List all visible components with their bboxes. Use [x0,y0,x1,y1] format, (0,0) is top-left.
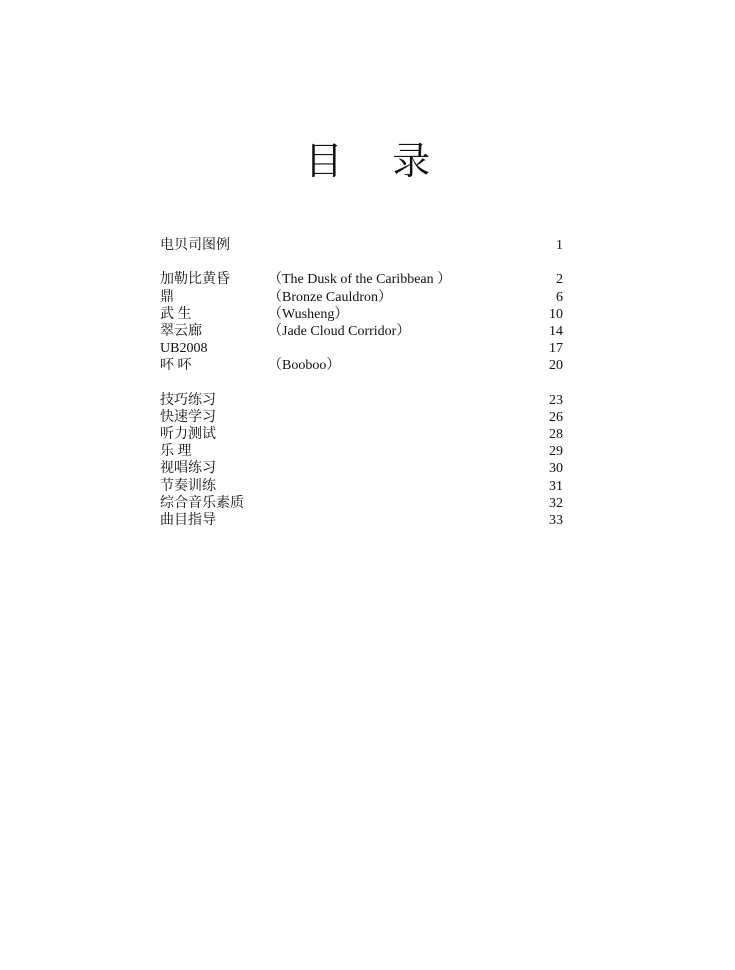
toc-entry[interactable] [160,409,563,426]
toc-entry-subtitle: （Jade Cloud Corridor） [268,323,411,339]
toc-entry-page: 26 [549,409,563,425]
toc-entry-title: 听力测试 [160,427,216,443]
toc-entry-page: 14 [549,323,563,339]
toc-entry-page: 1 [556,238,563,253]
toc-entry[interactable] [160,237,563,254]
toc-entry-title: 鼎 [160,289,174,305]
toc-entry-page: 2 [556,272,563,288]
toc-entry-page: 31 [549,478,563,494]
toc-entry-page: 10 [549,306,563,322]
toc-entry[interactable] [160,340,563,357]
toc-entry-title: 节奏训练 [160,478,216,494]
toc-entry-page: 28 [549,427,563,443]
toc-group-spacer [160,254,563,271]
toc-entry-title: 乐 理 [160,444,192,460]
toc-entry-title: 电贝司图例 [160,238,230,253]
toc-entry[interactable] [160,323,563,340]
toc-entry-page: 6 [556,289,563,305]
toc-entry-page: 20 [549,358,563,374]
page-title: 目 录 [304,141,451,183]
toc-entry-page: 17 [549,341,563,357]
toc-entry-page: 33 [549,513,563,528]
toc-entry-title: 翠云廊 [160,323,202,339]
toc-entry[interactable] [160,357,563,374]
table-of-contents [160,237,563,529]
toc-entry-page: 29 [549,444,563,460]
toc-entry-subtitle: （The Dusk of the Caribbean ） [268,272,452,288]
toc-entry-subtitle: （Booboo） [268,358,341,374]
toc-entry[interactable] [160,426,563,443]
toc-entry[interactable] [160,392,563,409]
toc-entry-title: 曲目指导 [160,513,216,528]
toc-entry-title: 视唱练习 [160,461,216,477]
toc-entry-title: UB2008 [160,341,208,357]
toc-entry-title: 技巧练习 [160,392,216,408]
toc-entry-subtitle: （Wusheng） [268,306,349,322]
toc-entry-page: 32 [549,495,563,511]
toc-entry[interactable] [160,271,563,288]
toc-entry-title: 加勒比黄昏 [160,272,230,288]
toc-entry[interactable] [160,306,563,323]
toc-entry[interactable] [160,460,563,477]
toc-group-spacer [160,375,563,392]
toc-entry-title: 快速学习 [160,409,216,425]
toc-entry[interactable] [160,289,563,306]
toc-entry-title: 综合音乐素质 [160,495,244,511]
toc-entry-title: 武 生 [160,306,192,322]
toc-entry-page: 30 [549,461,563,477]
toc-entry[interactable] [160,478,563,495]
toc-entry-title: 吥 吥 [160,358,192,374]
toc-entry[interactable] [160,512,563,529]
toc-entry[interactable] [160,495,563,512]
toc-entry-page: 23 [549,392,563,408]
toc-entry-subtitle: （Bronze Cauldron） [268,289,393,305]
toc-entry[interactable] [160,443,563,460]
